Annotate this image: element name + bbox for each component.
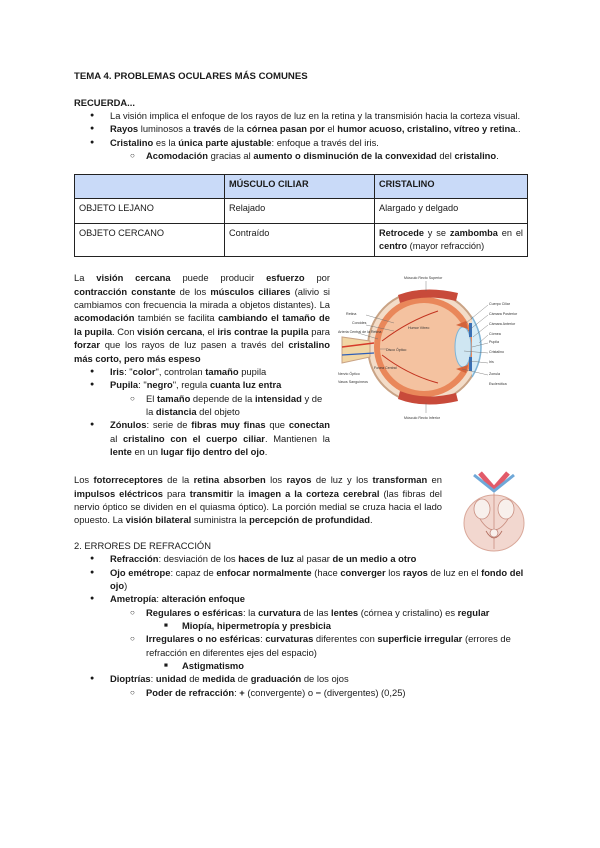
refraccion-list [74, 552, 528, 699]
page-title: TEMA 4. PROBLEMAS OCULARES MÁS COMUNES [74, 71, 308, 82]
eye-label: Coroides [352, 321, 367, 326]
table-header-cell: MÚSCULO CILIAR [225, 175, 375, 199]
eye-label: Humor Vítreo [408, 326, 430, 331]
vision-paragraph: La visión cercana puede producir esfuerzo por contracción constante de los músculos ciliares (alivio si cambiamos con frecuencia la mirada a objetos distantes). La acomodación también se facilita cambiando el tamaño de la pupila. Con visión cercana, el iris contrae la pupila para forzar que los rayos de luz pasen a través del cristalino más corto, pero más espeso [74, 272, 331, 364]
eye-label: Arteria Central de la Retina [338, 330, 382, 335]
list-item: ● Cristalino es la única parte ajustable: enfoque a través del iris. ○ Acomodación gracias al aumento o disminución de la convexidad del cristalino. [74, 136, 528, 163]
eye-label: Cuerpo Ciliar [489, 302, 510, 307]
table-cell: Relajado [225, 199, 375, 224]
vision-list [74, 365, 330, 458]
eye-label: Zonula [489, 372, 500, 377]
eye-label: Nervio Óptico [338, 372, 360, 377]
list-item: ○ Acomodación gracias al aumento o disminución de la convexidad del cristalino. [110, 149, 528, 162]
eye-label: Disco Óptico [386, 348, 407, 353]
vision-section [74, 271, 528, 463]
list-item: ● Zónulos: serie de fibras muy finas que conectan al cristalino con el cuerpo ciliar. Mantienen la lente en un lugar fijo dentro del ojo. [74, 418, 330, 458]
eye-label: Vasos Sanguíneos [338, 380, 368, 385]
eye-label: Esclerótica [489, 382, 507, 387]
brain-visual-pathway-illustration [460, 471, 528, 553]
table-cell: Contraído [225, 224, 375, 257]
eye-label: Iris [489, 360, 494, 365]
photoreceptor-section [74, 473, 528, 526]
eye-label: Fovea Central [374, 366, 397, 371]
eye-label: Músculo Recto Inferior [404, 416, 440, 421]
list-item: ● Refracción: desviación de los haces de luz al pasar de un medio a otro [74, 552, 528, 565]
list-item: ● La visión implica el enfoque de los rayos de luz en la retina y la transmisión hacia la corteza visual. [74, 109, 528, 122]
photoreceptor-paragraph: Los fotorreceptores de la retina absorben los rayos de luz y los transforman en impulsos eléctricos para transmitir la imagen a la corteza cerebral (las fibras del nervio óptico se dividen en el quiasma óptico). La porción medial se cruza hacia el lado opuesto. La visión bilateral suministra la percepción de profundidad. [74, 474, 442, 526]
table-cell: OBJETO CERCANO [75, 224, 225, 257]
eye-label: Músculo Recto Superior [404, 276, 443, 281]
eye-label: Retina [346, 312, 357, 317]
table-row [75, 199, 528, 224]
table-row [75, 224, 528, 257]
document-page [74, 70, 528, 699]
recuerda-list [74, 109, 528, 162]
ciliary-table [74, 174, 528, 257]
list-item: ● Ojo emétrope: capaz de enfocar normalmente (hace converger los rayos de luz en el fondo del ojo) [74, 566, 528, 593]
eye-label: Pupila [489, 340, 499, 345]
errores-refraccion-heading: 2. ERRORES DE REFRACCIÓN [74, 539, 211, 551]
table-header-row [75, 175, 528, 199]
list-item: ○ Regulares o esféricas: la curvatura de las lentes (córnea y cristalino) es regular ■ Miopía, hipermetropía y presbicia [110, 606, 528, 633]
eye-anatomy-illustration [338, 271, 534, 423]
list-item: ● Ametropía: alteración enfoque ○ Regulares o esféricas: la curvatura de las lentes (córnea y cristalino) es regular ■ Miopía, hipermetropía y presbicia ○ Irregulares o no esféricas: curvaturas diferentes con superficie irregular (errores de refracción en diferentes ejes del espacio) ■ Astigmatismo [74, 592, 528, 672]
eye-label: Córnea [489, 332, 501, 337]
list-item: ○ El tamaño depende de la intensidad y de la distancia del objeto [110, 392, 330, 419]
table-cell: Alargado y delgado [375, 199, 528, 224]
eye-label: Cámara Anterior [489, 322, 516, 327]
list-item: ■ Astigmatismo [146, 659, 528, 672]
list-item: ■ Miopía, hipermetropía y presbicia [146, 619, 528, 632]
list-item: ○ Irregulares o no esféricas: curvaturas diferentes con superficie irregular (errores de refracción en diferentes ejes del espacio) ■ Astigmatismo [110, 632, 528, 672]
list-item: ○ Poder de refracción: + (convergente) o − (divergentes) (0,25) [110, 686, 528, 699]
eye-label: Cristalino [489, 350, 504, 355]
list-item: ● Dioptrías: unidad de medida de graduación de los ojos ○ Poder de refracción: + (convergente) o − (divergentes) (0,25) [74, 672, 528, 699]
list-item: ● Rayos luminosos a través de la córnea pasan por el humor acuoso, cristalino, vítreo y retina.. [74, 122, 528, 135]
table-cell: OBJETO LEJANO [75, 199, 225, 224]
recuerda-heading: RECUERDA... [74, 96, 135, 108]
table-header-cell: CRISTALINO [375, 175, 528, 199]
eye-label: Cámara Posterior [489, 312, 518, 317]
list-item: ● Pupila: "negro", regula cuanta luz entra ○ El tamaño depende de la intensidad y de la distancia del objeto [74, 378, 330, 418]
list-item: ● Iris: "color", controlan tamaño pupila [74, 365, 330, 378]
table-cell: Retrocede y se zambomba en el centro (mayor refracción) [375, 224, 528, 257]
